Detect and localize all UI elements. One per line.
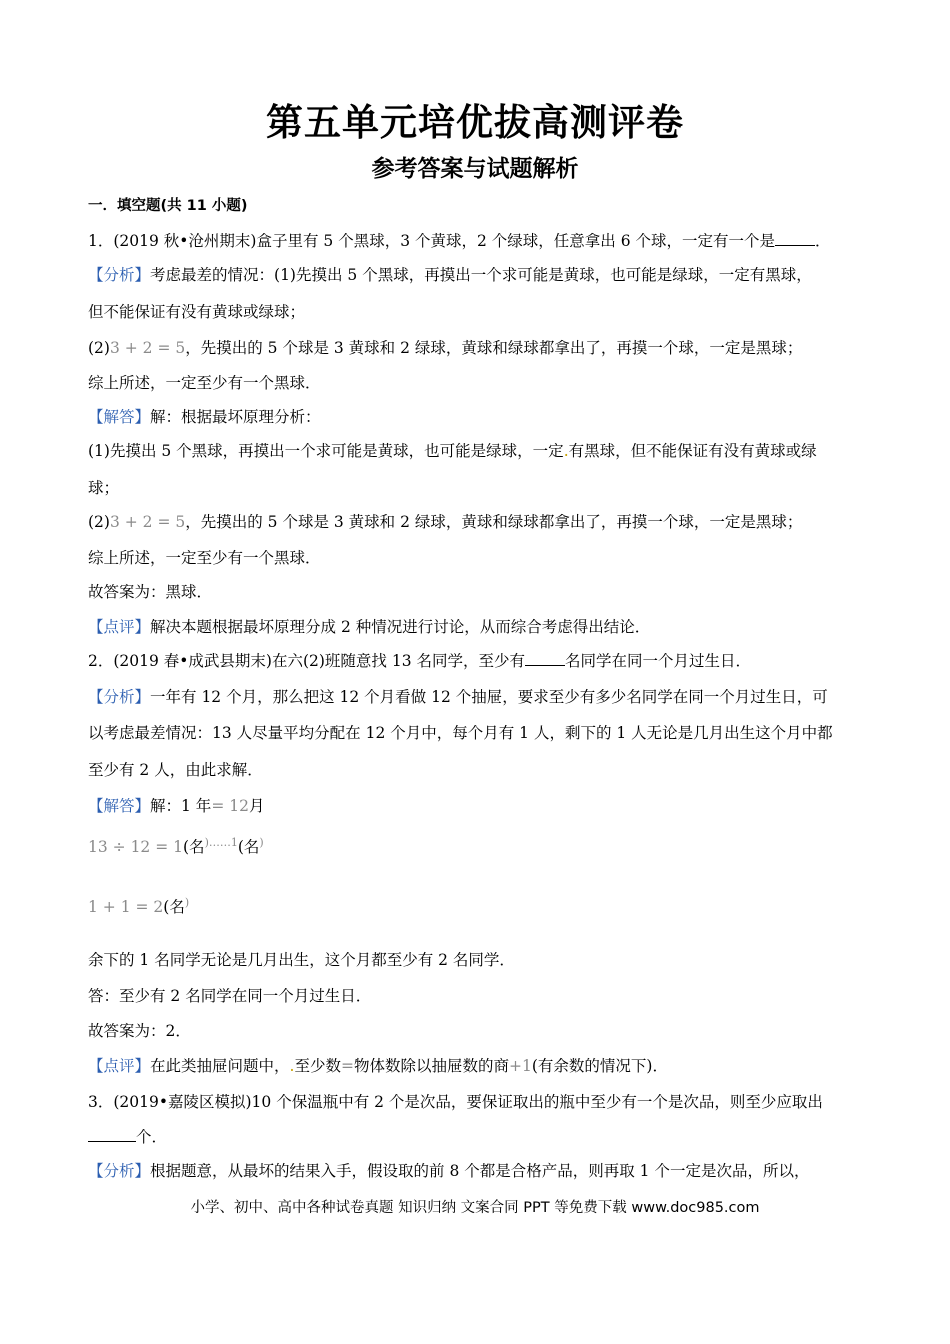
comment-tag: 【点评】 (88, 1057, 151, 1075)
q1-answer-2b: 有黑球，但不能保证有没有黄球或绿 (568, 442, 817, 460)
q1-analysis-line-1 (88, 265, 812, 285)
q2-answer-formula: = 12 (211, 797, 249, 815)
q2-comment-equals: = (340, 1057, 354, 1075)
q2-comment-plus: +1 (509, 1057, 532, 1075)
q2-comment-a: 在此类抽屉问题中， (150, 1057, 290, 1075)
q2-eq1-unit: (名 (183, 838, 205, 856)
q2-comment-d: (有余数的情况下)． (531, 1057, 668, 1075)
q2-equation-2 (88, 893, 189, 917)
q1-comment-text: 解决本题根据最坏原理分成 2 种情况进行讨论，从而综合考虑得出结论． (150, 618, 651, 636)
q2-comment (88, 1056, 668, 1076)
q2-eq2-unit: (名 (163, 898, 185, 916)
q1-analysis-formula: 3 + 2 = 5 (109, 339, 186, 357)
answer-tag: 【解答】 (88, 408, 151, 426)
page-footer: 小学、初中、高中各种试卷真题 知识归纳 文案合同 PPT 等免费下载 www.doc985.com (190, 1200, 760, 1216)
q1-analysis-3-post: ，先摸出的 5 个球是 3 黄球和 2 绿球，黄球和绿球都拿出了，再摸一个球，一定是黑球； (185, 339, 803, 357)
page-subtitle: 参考答案与试题解析 (371, 156, 579, 182)
q1-answer-line-4 (88, 512, 802, 532)
q2-answer-1a: 解：1 年 (150, 797, 212, 815)
q2-answer-line-4: 故答案为：2． (88, 1022, 191, 1040)
q3-stem-end: 个． (136, 1128, 168, 1146)
q2-comment-c: 物体数除以抽屉数的商 (353, 1057, 509, 1075)
q1-stem-text: 1．(2019 秋•沧州期末)盒子里有 5 个黑球，3 个黄球，2 个绿球，任意拿出 6 个球，一定有一个是 (88, 232, 775, 250)
q1-answer-line-6: 故答案为：黑球． (88, 583, 213, 601)
q2-analysis-line-2: 以考虑最差情况：13 人尽量平均分配在 12 个月中，每个月有 1 人，剩下的 1 人无论是几月出生这个月中都 (88, 724, 833, 742)
q2-analysis-line-1 (88, 687, 828, 707)
q1-answer-4-pre: (2) (88, 513, 110, 531)
q1-answer-4-post: ，先摸出的 5 个球是 3 黄球和 2 绿球，黄球和绿球都拿出了，再摸一个球，一定是黑球； (185, 513, 803, 531)
page-title: 第五单元培优拔高测评卷 (266, 101, 684, 144)
q1-answer-line-1 (88, 407, 321, 427)
answer-tag: 【解答】 (88, 797, 151, 815)
q1-analysis-line-2: 但不能保证有没有黄球或绿球； (88, 303, 306, 321)
q1-answer-formula: 3 + 2 = 5 (109, 513, 186, 531)
q3-analysis-line-1 (88, 1161, 809, 1181)
q3-answer-blank (88, 1127, 136, 1142)
q2-eq1-remainder: )……1 (204, 836, 238, 849)
stray-mark: . (563, 442, 569, 460)
q2-answer-line-2: 余下的 1 名同学无论是几月出生，这个月都至少有 2 名同学． (88, 951, 515, 969)
analysis-tag: 【分析】 (88, 688, 151, 706)
q1-analysis-line-3 (88, 338, 802, 358)
q2-equation-1 (88, 833, 264, 857)
q1-answer-line-2 (88, 441, 817, 461)
q2-answer-line-3: 答：至少有 2 名同学在同一个月过生日． (88, 987, 372, 1005)
q1-analysis-3-pre: (2) (88, 339, 110, 357)
q1-answer-line-5: 综上所述，一定至少有一个黑球． (88, 549, 321, 567)
q2-answer-blank (525, 651, 565, 666)
section-heading: 一．填空题(共 11 小题) (88, 198, 248, 214)
q2-eq1-formula: 13 ÷ 12 = 1 (88, 838, 183, 856)
q2-stem (88, 651, 751, 671)
comment-tag: 【点评】 (88, 618, 151, 636)
q3-stem-line-2 (88, 1127, 167, 1147)
q3-stem-line-1: 3．(2019•嘉陵区模拟)10 个保温瓶中有 2 个是次品，要保证取出的瓶中至少有一个是次品，则至少应取出 (88, 1093, 823, 1111)
q2-eq1-close: ) (259, 836, 264, 849)
q2-answer-1b: 月 (248, 797, 265, 815)
analysis-tag: 【分析】 (88, 1162, 151, 1180)
stray-mark: . (289, 1057, 295, 1075)
q1-answer-2a: (1)先摸出 5 个黑球，再摸出一个求可能是黄球，也可能是绿球，一定 (88, 442, 564, 460)
q2-stem-end: 名同学在同一个月过生日． (565, 652, 752, 670)
q2-eq1-unit-2: (名 (237, 838, 260, 856)
q1-answer-line-3: 球； (88, 479, 120, 497)
q2-eq2-formula: 1 + 1 = 2 (88, 898, 164, 916)
q2-stem-text: 2．(2019 春•成武县期末)在六(2)班随意找 13 名同学，至少有 (88, 652, 526, 670)
q2-analysis-line-3: 至少有 2 人，由此求解． (88, 761, 263, 779)
q2-answer-line-1 (88, 796, 264, 816)
q2-analysis-text-1: 一年有 12 个月，那么把这 12 个月看做 12 个抽屉，要求至少有多少名同学在同一个月过生日，可 (150, 688, 828, 706)
q3-analysis-text-1: 根据题意，从最坏的结果入手，假设取的前 8 个都是合格产品，则再取 1 个一定是次品，所以， (150, 1162, 810, 1180)
q1-comment (88, 617, 650, 637)
q1-stem-end: ． (814, 232, 831, 250)
q1-answer-blank (775, 231, 815, 246)
analysis-tag: 【分析】 (88, 266, 151, 284)
q2-eq2-close: ) (184, 896, 190, 909)
q1-analysis-text-1: 考虑最差的情况：(1)先摸出 5 个黑球，再摸出一个求可能是黄球，也可能是绿球，一定有黑球， (150, 266, 812, 284)
q1-answer-text-1: 解：根据最坏原理分析： (150, 408, 321, 426)
q1-stem (88, 231, 831, 251)
q1-analysis-line-4: 综上所述，一定至少有一个黑球． (88, 374, 321, 392)
q2-comment-b: 至少数 (294, 1057, 341, 1075)
